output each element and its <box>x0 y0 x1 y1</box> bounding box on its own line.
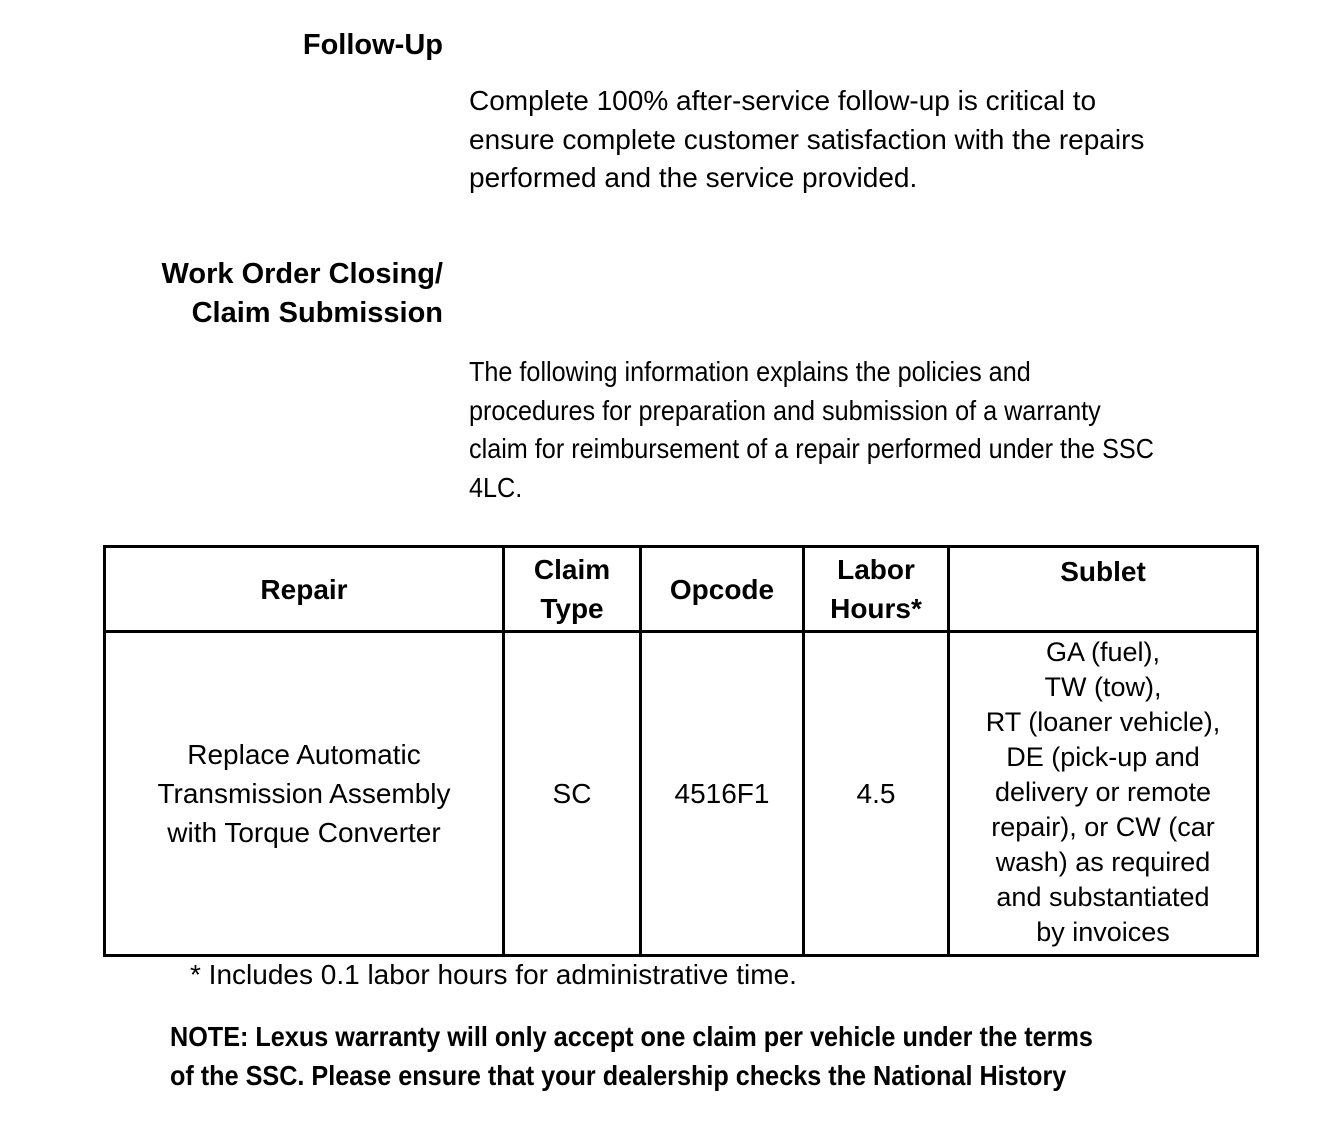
header-line: Labor <box>837 554 915 585</box>
text-line: performed and the service provided. <box>469 162 918 193</box>
cell-line: and substantiated <box>996 882 1210 912</box>
table-row <box>105 632 1258 956</box>
heading-line: Claim Submission <box>191 297 443 329</box>
text-line: NOTE: Lexus warranty will only accept one claim per vehicle under the terms <box>170 1021 1093 1052</box>
cell-line: RT (loaner vehicle), <box>985 707 1221 737</box>
header-line: Hours* <box>830 593 922 624</box>
text-line: ensure complete customer satisfaction with the repairs <box>469 123 1145 155</box>
cell-line: Replace Automatic <box>187 739 421 770</box>
cell-claim-type: SC <box>504 632 641 956</box>
follow-up-paragraph <box>469 82 1144 198</box>
header-labor-hours <box>804 547 949 632</box>
cell-line: by invoices <box>1036 917 1170 947</box>
cell-repair <box>105 632 504 956</box>
header-repair: Repair <box>105 547 504 632</box>
cell-line: repair), or CW (car <box>991 812 1215 842</box>
text-line: The following information explains the policies and <box>469 356 1031 387</box>
text-line: claim for reimbursement of a repair performed under the SSC <box>469 433 1154 464</box>
text-line: of the SSC. Please ensure that your dealership checks the National History <box>170 1060 1067 1091</box>
header-opcode: Opcode <box>641 547 804 632</box>
table-header-row <box>105 547 1258 632</box>
cell-line: Transmission Assembly <box>157 778 451 809</box>
cell-line: with Torque Converter <box>167 817 441 848</box>
section-heading-follow-up: Follow-Up <box>302 29 443 61</box>
text-line: procedures for preparation and submission of a warranty <box>469 394 1101 426</box>
cell-line: delivery or remote <box>994 777 1212 807</box>
cell-opcode: 4516F1 <box>641 632 804 956</box>
table-footnote: * Includes 0.1 labor hours for administrative time. <box>190 959 797 990</box>
cell-line: TW (tow), <box>1044 672 1162 702</box>
claim-paragraph <box>469 353 1154 507</box>
claim-table <box>103 545 1259 957</box>
cell-line: wash) as required <box>995 847 1211 877</box>
text-line: 4LC. <box>469 471 523 503</box>
cell-sublet <box>949 632 1258 956</box>
text-line: Complete 100% after-service follow-up is critical to <box>469 85 1097 116</box>
header-line: Type <box>540 593 604 624</box>
cell-labor-hours: 4.5 <box>804 632 949 956</box>
cell-line: DE (pick-up and <box>1006 742 1200 772</box>
header-line: Claim <box>533 554 611 585</box>
header-sublet: Sublet <box>949 547 1258 632</box>
header-claim-type <box>504 547 641 632</box>
section-heading-claim-submission <box>162 255 443 333</box>
cell-line: GA (fuel), <box>1045 637 1161 667</box>
note-paragraph <box>170 1017 1093 1095</box>
heading-line: Work Order Closing/ <box>161 258 443 290</box>
